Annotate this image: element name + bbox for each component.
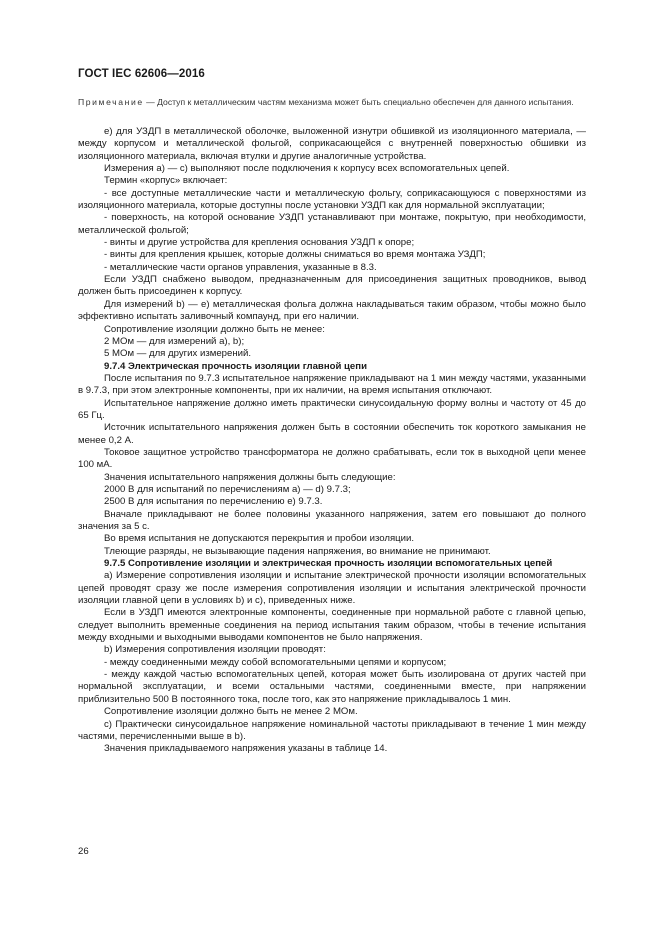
paragraph: с) Практически синусоидальное напряжение номинальной частоты прикладывают в течение 1 мин между частями, перечисленными выше в b). xyxy=(78,718,586,742)
paragraph: Источник испытательного напряжения должен быть в состоянии обеспечить ток короткого замыкания не менее 0,2 А. xyxy=(78,422,586,446)
page-number: 26 xyxy=(78,846,89,857)
list-item: - поверхность, на которой основание УЗДП устанавливают при монтаже, покрытую, при необходимости, металлической фольгой; xyxy=(78,212,586,236)
paragraph: е) для УЗДП в металлической оболочке, выложенной изнутри обшивкой из изоляционного материала, — между корпусом и металлической фольгой, соприкасающейся с внутренней поверхностью обшивки из изоляционного материала, включая втулки и другие аналогичные устройства. xyxy=(78,126,586,162)
list-item: 5 МОм — для других измерений. xyxy=(104,348,252,360)
section-heading-9-7-4: 9.7.4 Электрическая прочность изоляции главной цепи xyxy=(104,360,367,372)
document-header: ГОСТ IEC 62606—2016 xyxy=(78,68,205,80)
note xyxy=(78,97,586,109)
note-text: — Доступ к металлическим частям механизма может быть специально обеспечен для данного испытания. xyxy=(143,97,574,107)
list-item: - металлические части органов управления, указанные в 8.3. xyxy=(104,261,377,273)
paragraph: b) Измерения сопротивления изоляции проводят: xyxy=(104,644,326,656)
paragraph: Значения прикладываемого напряжения указаны в таблице 14. xyxy=(104,743,388,755)
paragraph: Если УЗДП снабжено выводом, предназначенным для присоединения защитных проводников, вывод должен быть присоединен к корпусу. xyxy=(78,274,586,298)
list-item: - между соединенными между собой вспомогательными цепями и корпусом; xyxy=(104,656,447,668)
paragraph: Термин «корпус» включает: xyxy=(104,175,228,187)
paragraph: Значения испытательного напряжения должны быть следующие: xyxy=(104,471,396,483)
list-item: 2500 В для испытания по перечислению е) 9.7.3. xyxy=(104,496,323,508)
list-item: - все доступные металлические части и металлическую фольгу, соприкасающуюся с поверхностями из изоляционного материала, которые доступны после установки УЗДП как для нормальной эксплуатации; xyxy=(78,187,586,212)
paragraph: Тлеющие разряды, не вызывающие падения напряжения, во внимание не принимают. xyxy=(104,545,491,557)
list-item: 2000 В для испытаний по перечислениям а) — d) 9.7.3; xyxy=(104,483,351,495)
list-item: 2 МОм — для измерений а), b); xyxy=(104,335,245,347)
paragraph: Вначале прикладывают не более половины указанного напряжения, затем его повышают до полного значения за 5 с. xyxy=(78,508,586,532)
list-item: - между каждой частью вспомогательных цепей, которая может быть изолирована от других частей при нормальной эксплуатации, и всеми остальными частями, соединенными вместе, при напряжении приблизительно 500 В постоянного тока, после того, как это напряжение прикладывалось 1 мин. xyxy=(78,669,586,705)
note-label: Примечание xyxy=(78,97,144,107)
list-item: - винты для крепления крышек, которые должны сниматься во время монтажа УЗДП; xyxy=(104,249,486,261)
paragraph: Измерения а) — с) выполняют после подключения к корпусу всех вспомогательных цепей. xyxy=(104,163,510,175)
paragraph: После испытания по 9.7.3 испытательное напряжение прикладывают на 1 мин между частями, указанными в 9.7.3, при этом электронные компоненты, при их наличии, на время испытания отключают. xyxy=(78,372,586,397)
paragraph: Для измерений b) — е) металлическая фольга должна накладываться таким образом, чтобы можно было эффективно испытать заливочный компаунд, при его наличии. xyxy=(78,298,586,323)
paragraph: Испытательное напряжение должно иметь практически синусоидальную форму волны и частоту от 45 до 65 Гц. xyxy=(78,397,586,421)
list-item: - винты и другие устройства для крепления основания УЗДП к опоре; xyxy=(104,237,415,249)
section-heading-9-7-5: 9.7.5 Сопротивление изоляции и электрическая прочность изоляции вспомогательных цепей xyxy=(104,558,553,570)
paragraph: Токовое защитное устройство трансформатора не должно срабатывать, если ток в выходной цепи менее 100 мА. xyxy=(78,446,586,471)
paragraph: Во время испытания не допускаются перекрытия и пробои изоляции. xyxy=(104,533,415,545)
body-text xyxy=(78,126,586,756)
paragraph: а) Измерение сопротивления изоляции и испытание электрической прочности изоляции вспомогательных цепей проводят сразу же после измерения сопротивления изоляции и испытания электрической прочности изоляции главной цепи в условиях b) и с), приведенных ниже. xyxy=(78,570,586,607)
paragraph: Сопротивление изоляции должно быть не менее: xyxy=(104,323,325,335)
paragraph: Сопротивление изоляции должно быть не менее 2 МОм. xyxy=(104,706,358,718)
paragraph: Если в УЗДП имеются электронные компоненты, соединенные при нормальной работе с главной цепью, следует выполнить временные соединения на период испытания таким образом, чтобы в течение испытания между входными и выходными выводами компонентов не было напряжения. xyxy=(78,607,586,644)
